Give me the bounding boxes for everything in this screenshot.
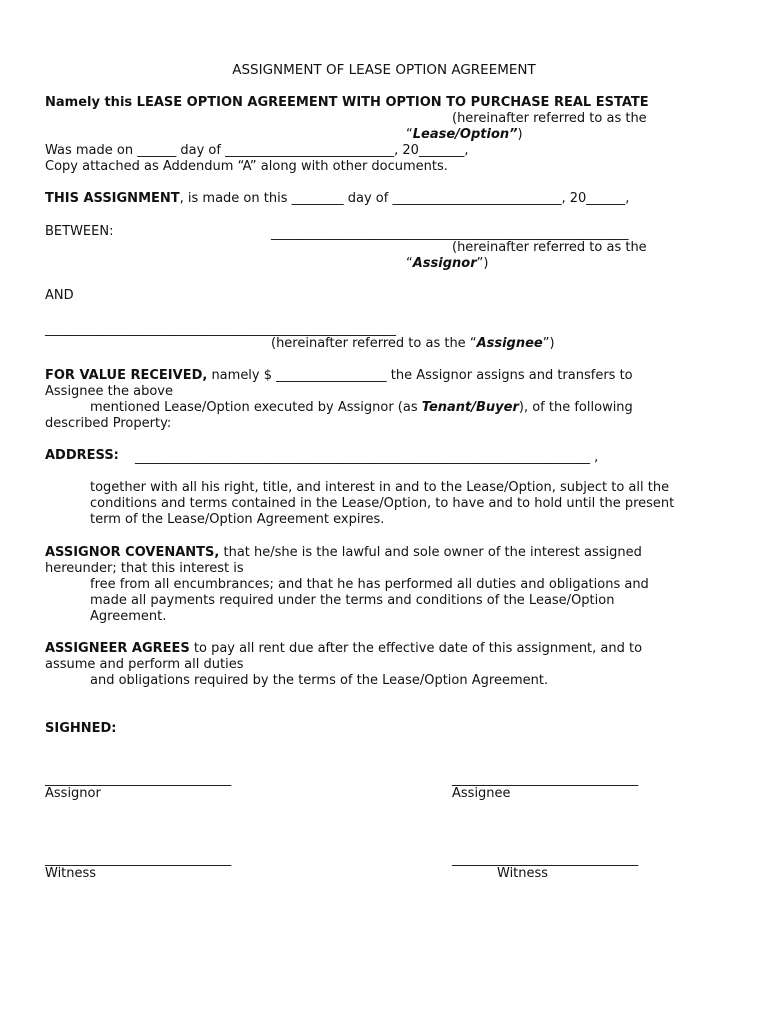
this-assignment-lead: THIS ASSIGNMENT xyxy=(45,191,180,206)
quote-open: “ xyxy=(406,256,413,271)
mentioned-line xyxy=(90,400,633,416)
assignee-signature-line: ______________________________ xyxy=(452,772,639,787)
document-title: ASSIGNMENT OF LEASE OPTION AGREEMENT xyxy=(232,62,536,78)
quote-close: ”) xyxy=(542,336,555,351)
and-label: AND xyxy=(45,288,74,303)
this-assignment-line xyxy=(45,191,629,207)
covenants-line-3: free from all encumbrances; and that he has performed all duties and obligations and xyxy=(90,577,649,592)
quote-close: ”) xyxy=(476,256,489,271)
assignee-above-line: Assignee the above xyxy=(45,384,174,399)
paren-close: ) xyxy=(517,127,523,142)
value-received-line xyxy=(45,368,633,384)
namely-line: Namely this LEASE OPTION AGREEMENT WITH OPTION TO PURCHASE REAL ESTATE xyxy=(45,95,649,110)
covenants-text: that he/she is the lawful and sole owner of the interest assigned xyxy=(219,545,642,560)
copy-attached-line: Copy attached as Addendum “A” along with other documents. xyxy=(45,159,448,174)
agrees-line-3: and obligations required by the terms of the Lease/Option Agreement. xyxy=(90,673,549,688)
lease-option-label: Lease/Option” xyxy=(412,127,518,142)
assignor-signature-line: ______________________________ xyxy=(45,772,232,787)
lease-option-term xyxy=(406,127,523,143)
assignor-name-line: _______________________________________________________ xyxy=(271,226,629,241)
signed-label: SIGHNED: xyxy=(45,721,117,736)
covenants-line-4: made all payments required under the terms and conditions of the Lease/Option xyxy=(90,593,615,608)
together-line-1: together with all his right, title, and interest in and to the Lease/Option, subject to all the xyxy=(90,480,670,495)
value-received-text: namely $ _________________ the Assignor assigns and transfers to xyxy=(207,368,633,383)
assignor-label: Assignor xyxy=(412,256,477,271)
address-label: ADDRESS: xyxy=(45,448,119,463)
covenants-lead: ASSIGNOR COVENANTS, xyxy=(45,545,220,560)
assignee-term xyxy=(271,336,555,352)
witness-signature-line-2: ______________________________ xyxy=(452,852,639,867)
address-line: ______________________________________________________________________ , xyxy=(135,450,599,465)
hereinafter-text: (hereinafter referred to as the “ xyxy=(271,336,477,351)
agrees-line xyxy=(45,641,642,657)
quote-open: “ xyxy=(406,127,413,142)
described-property-line: described Property: xyxy=(45,416,172,431)
witness-signature-label-2: Witness xyxy=(497,866,549,881)
assignee-label: Assignee xyxy=(476,336,543,351)
agrees-text: to pay all rent due after the effective date of this assignment, and to xyxy=(189,641,643,656)
together-line-3: term of the Lease/Option Agreement expires. xyxy=(90,512,385,527)
assignee-signature-label: Assignee xyxy=(452,786,511,801)
covenants-line-2: hereunder; that this interest is xyxy=(45,561,244,576)
this-assignment-text: , is made on this ________ day of __________________________, 20______, xyxy=(179,191,630,206)
covenants-line xyxy=(45,545,642,561)
witness-signature-line-1: ______________________________ xyxy=(45,852,232,867)
agrees-line-2: assume and perform all duties xyxy=(45,657,244,672)
witness-signature-label-1: Witness xyxy=(45,866,97,881)
covenants-line-5: Agreement. xyxy=(90,609,167,624)
between-label: BETWEEN: xyxy=(45,224,114,239)
hereinafter-text: (hereinafter referred to as the xyxy=(452,240,647,255)
assignor-signature-label: Assignor xyxy=(45,786,101,801)
hereinafter-text: (hereinafter referred to as the xyxy=(452,111,647,126)
agrees-lead: ASSIGNEER AGREES xyxy=(45,641,190,656)
mentioned-text: mentioned Lease/Option executed by Assignor (as xyxy=(90,400,422,415)
assignor-term xyxy=(406,256,488,272)
value-received-lead: FOR VALUE RECEIVED, xyxy=(45,368,208,383)
following-text: ), of the following xyxy=(518,400,633,415)
made-on-line: Was made on ______ day of __________________________, 20_______, xyxy=(45,143,469,158)
together-line-2: conditions and terms contained in the Lease/Option, to have and to hold until the present xyxy=(90,496,675,511)
tenant-buyer-label: Tenant/Buyer xyxy=(421,400,519,415)
assignee-name-line: ______________________________________________________ xyxy=(45,322,396,337)
